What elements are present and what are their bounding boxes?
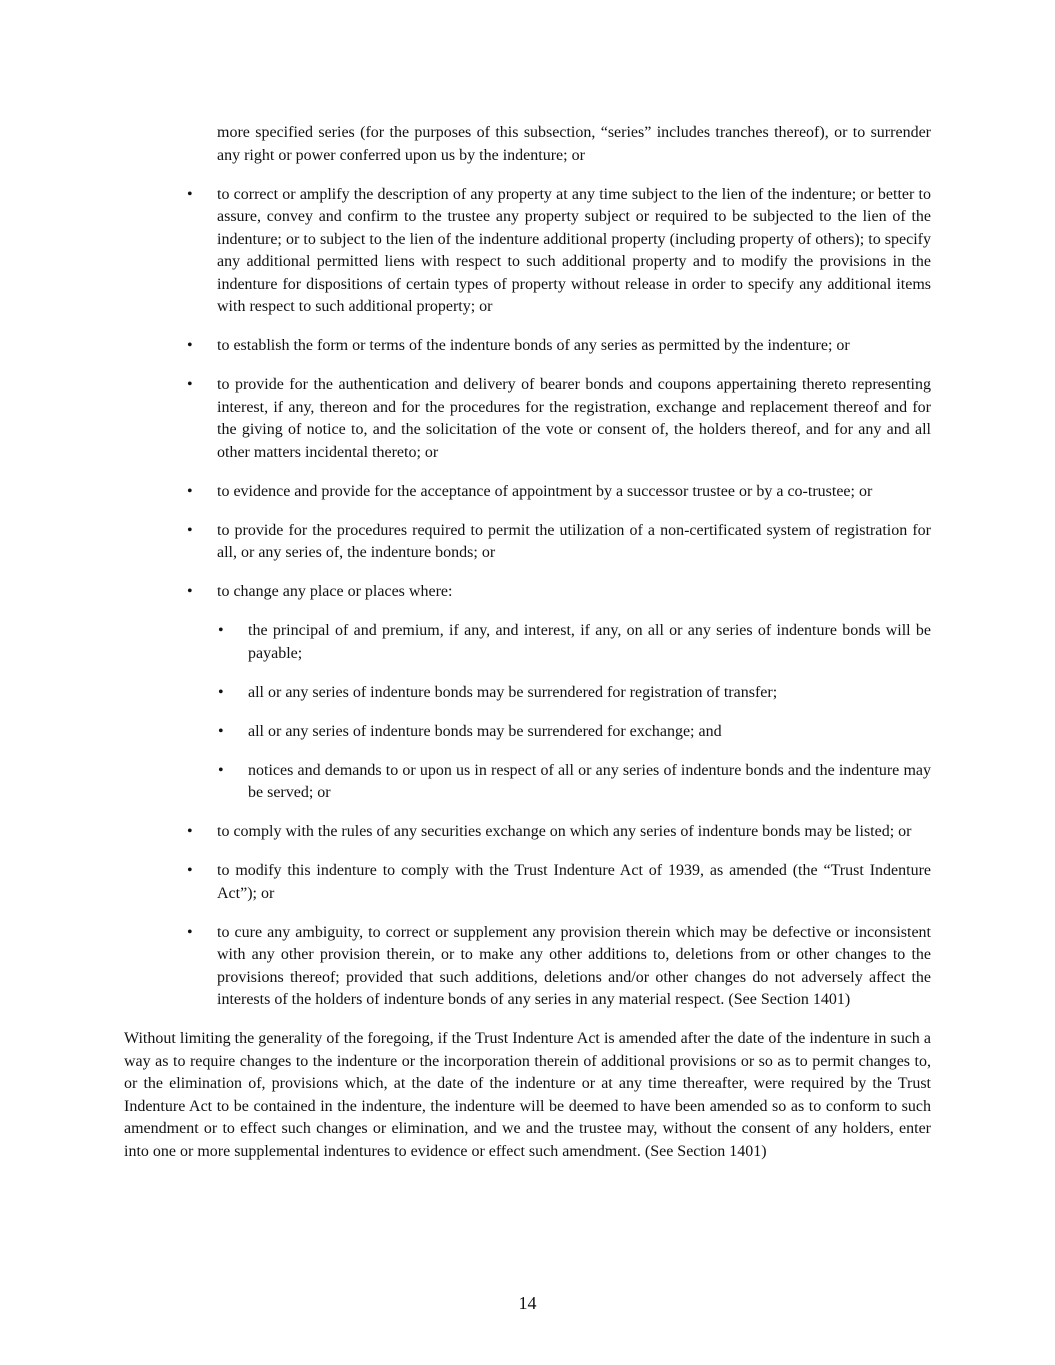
list-item-text: to provide for the procedures required to permit the utilization of a non-certificated system of registration for all, or any series of, the indenture bonds; or <box>217 521 931 561</box>
sub-list-item-text: all or any series of indenture bonds may be surrendered for exchange; and <box>248 722 722 740</box>
list-item-text: to establish the form or terms of the indenture bonds of any series as permitted by the indenture; or <box>217 337 850 354</box>
bullet-icon: • <box>218 761 224 779</box>
list-item-text: to correct or amplify the description of any property at any time subject to the lien of the indenture; or better to assure, convey and confirm to the trustee any property subject or required to be subjected to the lien of the indenture; or to subject to the lien of the indenture additional property (including property of others); to specify any additional permitted liens with respect to such additional property and to modify the provisions in the indenture for dispositions of certain types of property without release in order to specify any additional items with respect to such additional property; or <box>217 185 931 315</box>
bullet-icon: • <box>187 376 193 393</box>
page-number: 14 <box>518 1293 537 1313</box>
bullet-icon: • <box>187 823 193 840</box>
bullet-icon: • <box>218 622 224 639</box>
bullet-icon: • <box>187 923 193 941</box>
list-item-text: to provide for the authentication and delivery of bearer bonds and coupons appertaining thereto representing interest, if any, thereon and for the procedures for the registration, exchange and replacement thereof and for the giving of notice to, and the solicitation of the vote or consent of, the holders thereof, and for any and all other matters incidental thereto; or <box>217 376 931 461</box>
list-item <box>187 520 931 565</box>
list-item <box>187 581 931 604</box>
sub-list-item <box>218 682 931 705</box>
list-item-text: to change any place or places where: <box>217 583 453 600</box>
list-item <box>187 821 931 844</box>
bullet-icon: • <box>187 337 193 354</box>
sub-list-item <box>218 620 931 665</box>
list-item-text: to cure any ambiguity, to correct or supplement any provision therein which may be defective or inconsistent with any other provision therein, or to make any other additions to, deletions from or other changes to the provisions thereof; provided that such additions, deletions and/or other changes do not adversely affect the interests of the holders of indenture bonds of any series in any material respect. (See Section 1401) <box>217 923 931 1008</box>
sub-list-item <box>218 760 931 805</box>
bullet-icon: • <box>187 583 193 600</box>
bullet-icon: • <box>218 683 224 701</box>
list-item <box>187 481 931 504</box>
sub-list-item-text: notices and demands to or upon us in respect of all or any series of indenture bonds and the indenture may be served; or <box>248 761 931 801</box>
list-item <box>187 860 931 905</box>
bullet-icon: • <box>187 185 193 203</box>
closing-paragraph: Without limiting the generality of the foregoing, if the Trust Indenture Act is amended after the date of the indenture in such a way as to require changes to the indenture or the incorporation therein of additional provisions or so as to permit changes to, or the elimination of, provisions which, at the date of the indenture or at any time thereafter, were required by the Trust Indenture Act to be contained in the indenture, the indenture will be deemed to have been amended so as to conform to such amendment or to effect such changes or elimination, and we and the trustee may, without the consent of any holders, enter into one or more supplemental indentures to evidence or effect such amendment. (See Section 1401) <box>124 1030 931 1160</box>
list-item <box>187 922 931 1012</box>
list-item-text: to modify this indenture to comply with the Trust Indenture Act of 1939, as amended (the “Trust Indenture Act”); or <box>217 862 931 902</box>
list-item <box>187 374 931 464</box>
bullet-icon: • <box>187 521 193 539</box>
list-item-text: to evidence and provide for the acceptance of appointment by a successor trustee or by a co-trustee; or <box>217 482 873 500</box>
sub-list-item-text: the principal of and premium, if any, and interest, if any, on all or any series of indenture bonds will be payable; <box>248 622 931 662</box>
bullet-icon: • <box>218 722 224 740</box>
sub-list-item-text: all or any series of indenture bonds may be surrendered for registration of transfer; <box>248 683 778 701</box>
sub-list-item <box>218 721 931 744</box>
list-item <box>187 335 931 358</box>
list-item-text: to comply with the rules of any securities exchange on which any series of indenture bonds may be listed; or <box>217 823 912 840</box>
bullet-icon: • <box>187 862 193 879</box>
continuation-paragraph: more specified series (for the purposes of this subsection, “series” includes tranches thereof), or to surrender any right or power conferred upon us by the indenture; or <box>217 124 931 164</box>
page-body <box>124 122 931 1163</box>
list-item <box>187 184 931 319</box>
bullet-icon: • <box>187 482 193 500</box>
